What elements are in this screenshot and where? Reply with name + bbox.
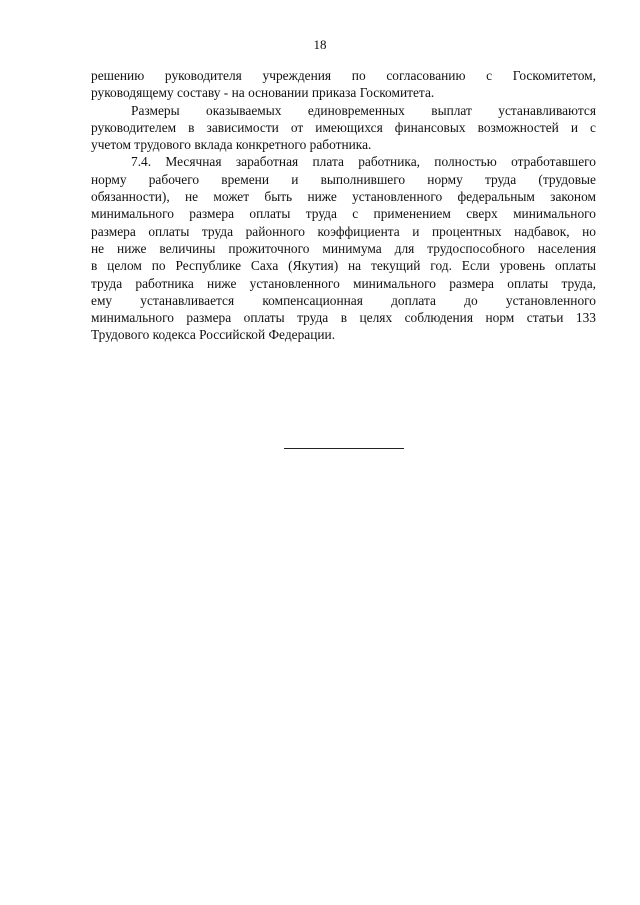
text-line: минимального размера оплаты труда с применением сверх минимального (91, 206, 596, 222)
end-separator-line (284, 448, 404, 449)
text-line: минимального размера оплаты труда в целях соблюдения норм статьи 133 (91, 310, 596, 326)
text-line: учетом трудового вклада конкретного работника. (91, 137, 372, 153)
text-line: решению руководителя учреждения по согласованию с Госкомитетом, (91, 68, 596, 83)
text-line: Трудового кодекса Российской Федерации. (91, 327, 336, 343)
text-line: руководящему составу - на основании приказа Госкомитета. (91, 85, 435, 101)
text-line: ему устанавливается компенсационная доплата до установленного (91, 292, 596, 308)
text-line: труда работника ниже установленного минимального размера оплаты труда, (91, 275, 596, 291)
text-line: обязанности), не может быть ниже установленного федеральным законом (91, 189, 596, 205)
text-line: не ниже величины прожиточного минимума для трудоспособного населения (91, 240, 596, 256)
text-line: Размеры оказываемых единовременных выплат устанавливаются (131, 102, 596, 118)
text-line: руководителем в зависимости от имеющихся финансовых возможностей и с (91, 119, 596, 135)
text-line: 7.4. Месячная заработная плата работника, полностью отработавшего (131, 154, 596, 170)
page-number: 18 (313, 37, 327, 52)
paragraph-clause-7-4 (91, 153, 596, 343)
paragraph-continuation (91, 67, 596, 102)
text-line: размера оплаты труда районного коэффициента и процентных надбавок, но (91, 223, 596, 239)
text-line: норму рабочего времени и выполнившего норму труда (трудовые (91, 171, 596, 187)
paragraph-one-time-payments (91, 102, 596, 154)
document-body (91, 67, 596, 344)
text-line: в целом по Республике Саха (Якутия) на текущий год. Если уровень оплаты (91, 258, 596, 274)
